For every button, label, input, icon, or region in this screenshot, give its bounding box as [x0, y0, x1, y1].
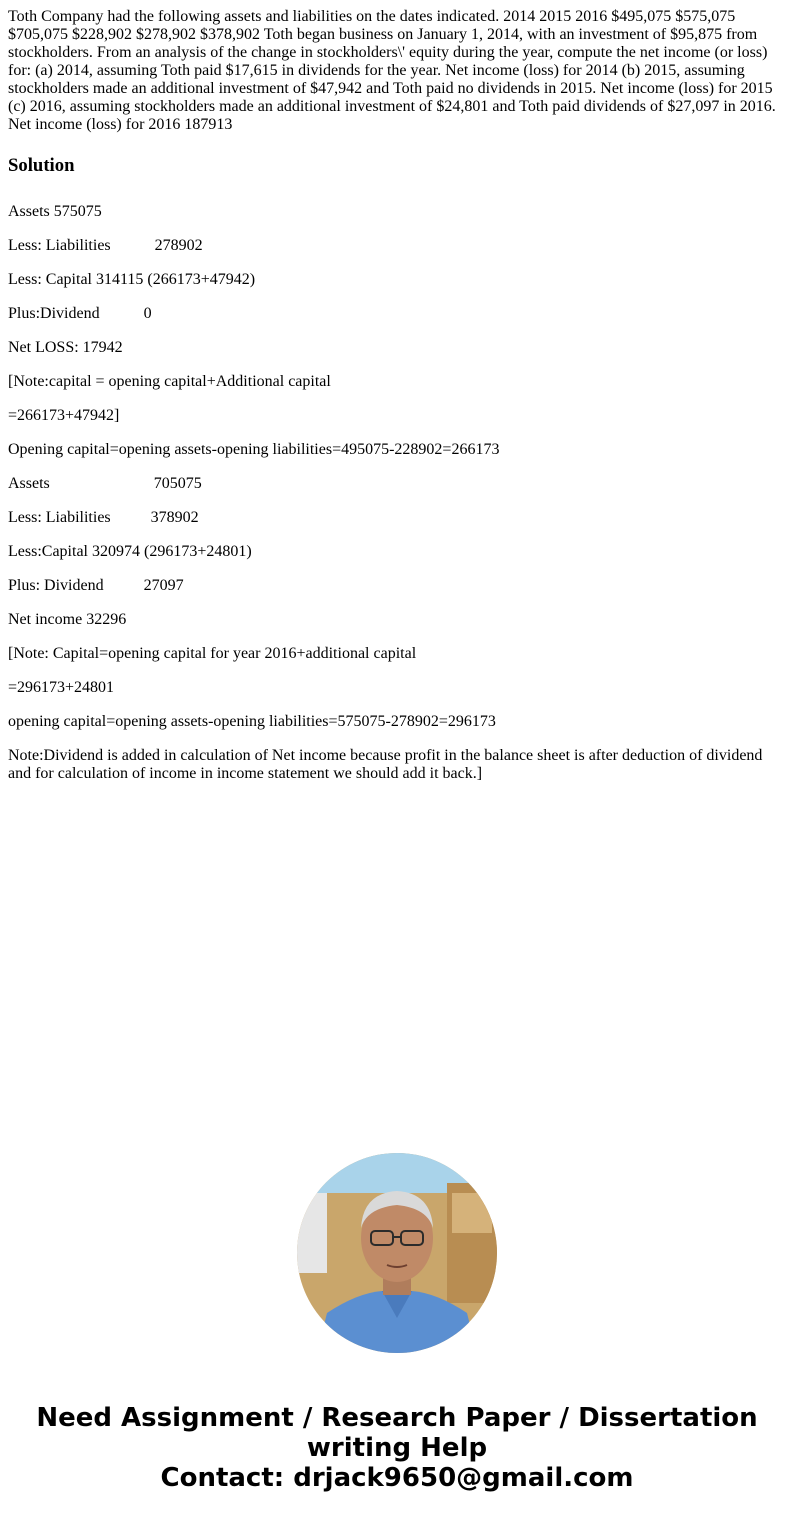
- solution-line: Less: Capital 314115 (266173+47942): [8, 271, 256, 288]
- solution-heading: Solution: [8, 155, 75, 176]
- question-text: Toth Company had the following assets and liabilities on the dates indicated. 2014 2015 2016 $495,075 $575,075 $705,075 $228,902 $278,902 $378,902 Toth began business on January 1, 2014, with an investment of $95,875 from stockholders. From an analysis of the change in stockholders\' equity during the year, compute the net income (or loss) for: (a) 2014, assuming Toth paid $17,615 in dividends for the year. Net income (loss) for 2014 (b) 2015, assuming stockholders made an additional investment of $47,942 and Toth paid no dividends in 2015. Net income (loss) for 2015 (c) 2016, assuming stockholders made an additional investment of $24,801 and Toth paid dividends of $27,097 in 2016. Net income (loss) for 2016 187913: [8, 8, 780, 133]
- promo-banner: [0, 1403, 794, 1493]
- solution-line: Net income 32296: [8, 611, 127, 628]
- solution-line: opening capital=opening assets-opening liabilities=575075-278902=296173: [8, 713, 496, 730]
- solution-line: Assets 705075: [8, 475, 202, 492]
- solution-section: [8, 203, 786, 783]
- person-photo-icon: [297, 1153, 497, 1353]
- solution-line: Assets 575075: [8, 203, 102, 220]
- promo-line: writing Help: [306, 1433, 488, 1463]
- promo-line: Need Assignment / Research Paper / Dissertation: [36, 1403, 758, 1433]
- solution-line: Less: Liabilities 278902: [8, 237, 203, 254]
- solution-line: Opening capital=opening assets-opening liabilities=495075-228902=266173: [8, 441, 500, 458]
- solution-line: Less:Capital 320974 (296173+24801): [8, 543, 252, 560]
- solution-line: =296173+24801: [8, 679, 115, 696]
- solution-line: Less: Liabilities 378902: [8, 509, 199, 526]
- promo-contact: Contact: drjack9650@gmail.com: [160, 1463, 634, 1493]
- solution-line: Net LOSS: 17942: [8, 339, 123, 356]
- solution-line: Note:Dividend is added in calculation of Net income because profit in the balance sheet is after deduction of dividend and for calculation of income in income statement we should add it back.]: [8, 747, 767, 782]
- solution-line: =266173+47942]: [8, 407, 120, 424]
- solution-line: [Note: Capital=opening capital for year 2016+additional capital: [8, 645, 417, 662]
- document-body: [8, 8, 786, 783]
- solution-line: Plus: Dividend 27097: [8, 577, 184, 594]
- solution-line: Plus:Dividend 0: [8, 305, 152, 322]
- solution-line: [Note:capital = opening capital+Additional capital: [8, 373, 331, 390]
